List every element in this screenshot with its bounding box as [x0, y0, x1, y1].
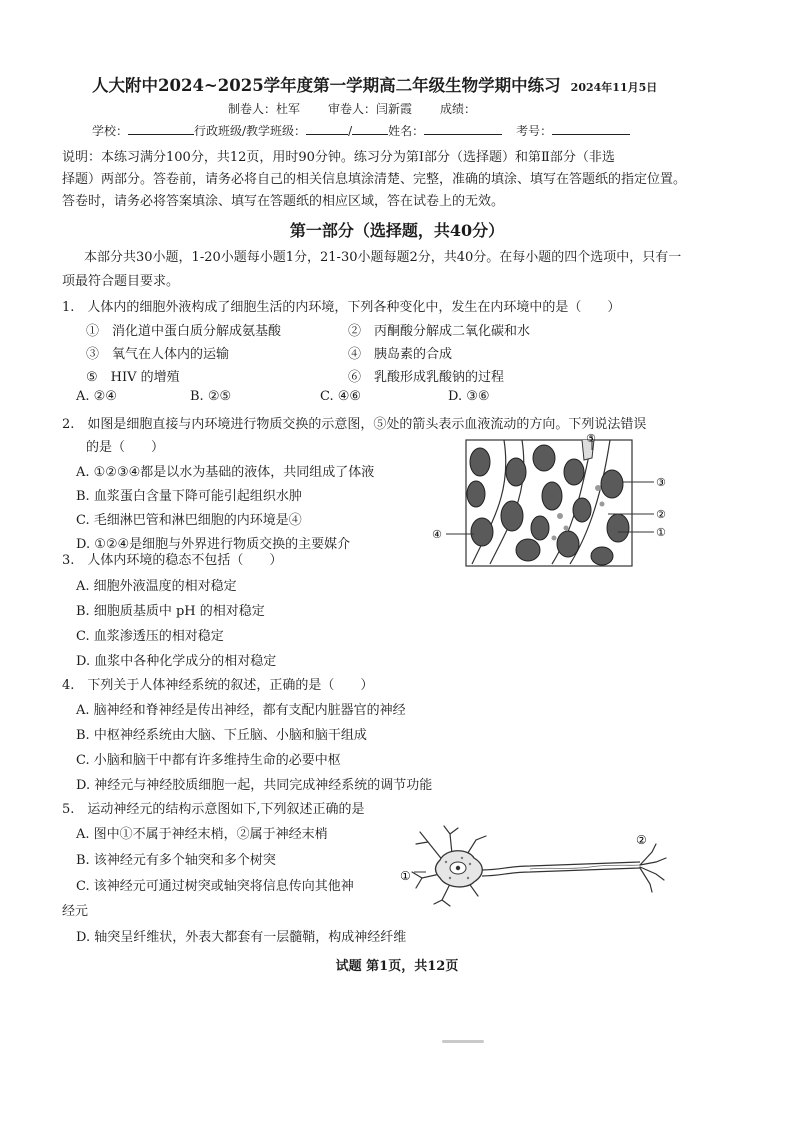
score-label: 成绩：	[440, 102, 477, 116]
author: 制卷人：杜军	[228, 102, 301, 116]
q2-stem-line-2: 的是（ ）	[86, 440, 165, 455]
instructions-line-2: 择题）两部分。答卷前，请务必将自己的相关信息填涂清楚、完整，准确的填涂、填写在答题纸的指定位置。	[62, 172, 687, 187]
q2-option-c[interactable]: C. 毛细淋巴管和淋巴细胞的内环境是④	[76, 513, 302, 528]
q1-item-1: ① 消化道中蛋白质分解成氨基酸	[86, 324, 282, 339]
q1-option-d[interactable]: D. ③⑥	[448, 389, 490, 404]
q3-option-c[interactable]: C. 血浆渗透压的相对稳定	[76, 629, 224, 644]
page-footer: 试题 第1页，共12页	[335, 959, 459, 974]
class-blank-2[interactable]	[352, 122, 388, 135]
q5-option-c[interactable]: C. 该神经元可通过树突或轴突将信息传向其他神	[76, 879, 354, 894]
class-slash: /	[348, 124, 353, 138]
q3-option-b[interactable]: B. 细胞质基质中 pH 的相对稳定	[76, 604, 265, 619]
q5-option-c-continued: 经元	[62, 904, 89, 919]
q4-option-b[interactable]: B. 中枢神经系统由大脑、下丘脑、小脑和脑干组成	[76, 728, 367, 743]
q5-neuron-diagram	[400, 822, 680, 908]
school-blank[interactable]	[128, 122, 194, 135]
q1-item-6: ⑥ 乳酸形成乳酸钠的过程	[348, 370, 505, 385]
q5-label-1: ①	[400, 869, 411, 883]
q2-option-a[interactable]: A. ①②③④都是以水为基础的液体，共同组成了体液	[76, 465, 375, 480]
q1-stem: 1. 人体内的细胞外液构成了细胞生活的内环境，下列各种变化中，发生在内环境中的是（ ）	[62, 300, 621, 315]
q4-option-c[interactable]: C. 小脑和脑干中都有许多维持生命的必要中枢	[76, 753, 341, 768]
exam-date: 2024年11月5日	[570, 81, 658, 94]
q2-tissue-diagram	[432, 432, 684, 574]
q5-stem: 5. 运动神经元的结构示意图如下,下列叙述正确的是	[62, 802, 365, 817]
q4-option-a[interactable]: A. 脑神经和脊神经是传出神经，都有支配内脏器官的神经	[76, 703, 406, 718]
q1-option-a[interactable]: A. ②④	[76, 389, 117, 404]
instructions-line-3: 答卷时，请务必将答案填涂、填写在答题纸的相应区域，答在试卷上的无效。	[62, 194, 505, 209]
q2-label-4: ④	[432, 528, 442, 541]
exam-no-blank[interactable]	[552, 122, 630, 135]
q1-item-2: ② 丙酮酸分解成二氧化碳和水	[348, 324, 531, 339]
q2-label-1: ①	[656, 526, 666, 539]
q5-option-b[interactable]: B. 该神经元有多个轴突和多个树突	[76, 853, 276, 868]
q2-label-3: ③	[656, 476, 666, 489]
q1-option-b[interactable]: B. ②⑤	[190, 389, 232, 404]
scan-smudge	[442, 1040, 484, 1043]
q2-stem-line-1: 2. 如图是细胞直接与内环境进行物质交换的示意图，⑤处的箭头表示血液流动的方向。下列说法错误	[62, 417, 647, 432]
q1-item-3: ③ 氧气在人体内的运输	[86, 347, 230, 362]
school-label: 学校：	[92, 124, 129, 138]
exam-no-label: 考号：	[516, 124, 553, 138]
q3-option-d[interactable]: D. 血浆中各种化学成分的相对稳定	[76, 654, 277, 669]
q3-stem: 3. 人体内环境的稳态不包括（ ）	[62, 553, 283, 568]
q5-option-d[interactable]: D. 轴突呈纤维状，外表大都套有一层髓鞘，构成神经纤维	[76, 930, 407, 945]
section-title: 第一部分（选择题，共40分）	[289, 221, 505, 240]
exam-title-text: 人大附中2024~2025学年度第一学期高二年级生物学期中练习	[92, 76, 561, 95]
name-blank[interactable]	[424, 122, 502, 135]
q2-label-2: ②	[656, 508, 666, 521]
name-label: 姓名：	[388, 124, 425, 138]
reviewer: 审卷人：闫新霞	[328, 102, 413, 116]
class-label: 行政班级/教学班级：	[194, 124, 307, 138]
q5-label-2: ②	[636, 833, 647, 847]
q1-item-4: ④ 胰岛素的合成	[348, 347, 453, 362]
section-intro-line-2: 项最符合题目要求。	[62, 274, 180, 289]
q2-option-b[interactable]: B. 血浆蛋白含量下降可能引起组织水肿	[76, 489, 302, 504]
exam-title	[92, 72, 657, 96]
q4-stem: 4. 下列关于人体神经系统的叙述，正确的是（ ）	[62, 678, 374, 693]
student-info-fields	[92, 122, 630, 139]
class-blank-1[interactable]	[306, 122, 348, 135]
q2-option-d[interactable]: D. ①②④是细胞与外界进行物质交换的主要媒介	[76, 537, 351, 552]
section-intro-line-1: 本部分共30小题，1-20小题每小题1分，21-30小题每题2分，共40分。在每小题的四个选项中，只有一	[84, 250, 682, 265]
q3-option-a[interactable]: A. 细胞外液温度的相对稳定	[76, 579, 237, 594]
q2-label-5: ⑤	[586, 432, 596, 445]
instructions-line-1: 说明：本练习满分100分，共12页，用时90分钟。练习分为第Ⅰ部分（选择题）和第Ⅱ部分（非选	[62, 150, 615, 165]
q4-option-d[interactable]: D. 神经元与神经胶质细胞一起，共同完成神经系统的调节功能	[76, 778, 433, 793]
q1-option-c[interactable]: C. ④⑥	[320, 389, 362, 404]
q5-option-a[interactable]: A. 图中①不属于神经末梢，②属于神经末梢	[76, 827, 328, 842]
author-line	[228, 100, 504, 117]
q1-item-5: ⑤ HIV 的增殖	[86, 370, 180, 385]
